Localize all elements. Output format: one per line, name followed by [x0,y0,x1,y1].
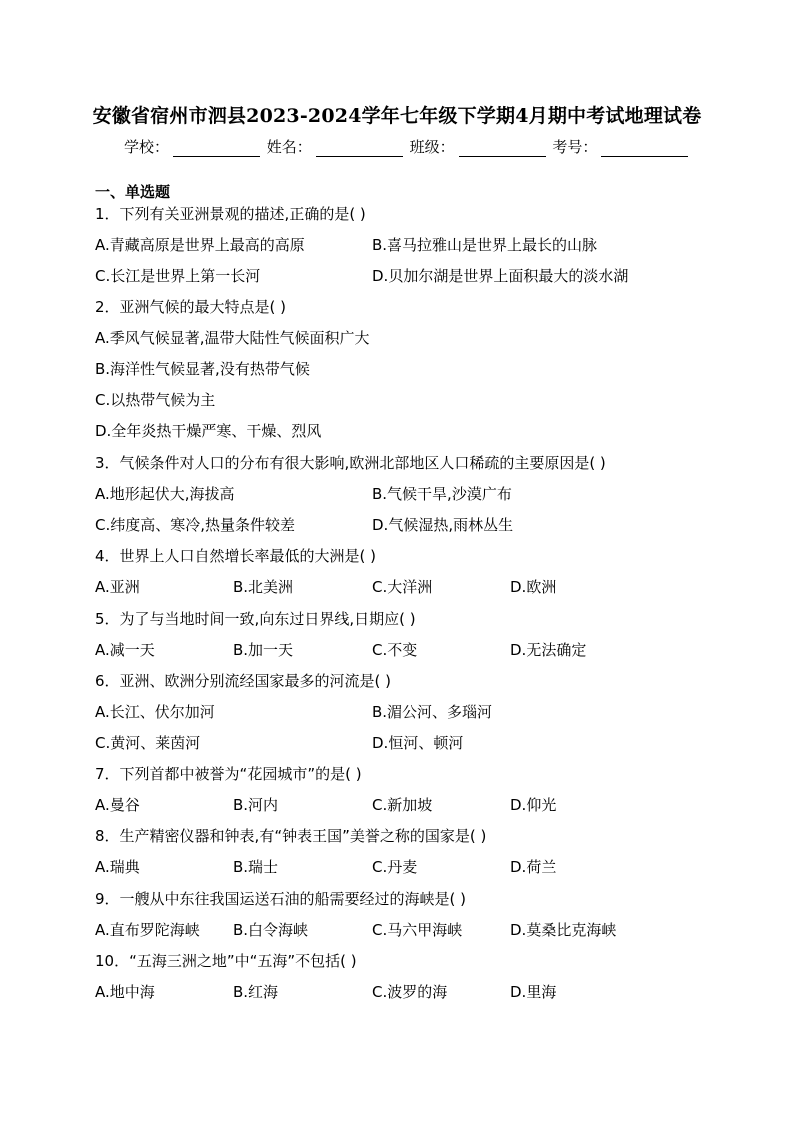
school-label: 学校： [124,138,170,156]
question-9-option-c: C.马六甲海峡 [372,921,463,939]
question-4-option-d: D.欧洲 [510,578,557,596]
question-4-option-a: A.亚洲 [95,578,140,596]
school-blank[interactable] [173,139,260,157]
question-10-option-d: D.里海 [510,983,557,1001]
question-8-option-b: B.瑞士 [233,858,279,876]
question-1-stem: 1．下列有关亚洲景观的描述,正确的是( ) [95,205,366,223]
exam-number-blank[interactable] [601,139,688,157]
question-7-option-c: C.新加坡 [372,796,433,814]
question-5-option-b: B.加一天 [233,641,294,659]
question-10-stem: 10．“五海三洲之地”中“五海”不包括( ) [95,952,357,970]
exam-number-label: 考号： [552,138,598,156]
question-1-option-c: C.长江是世界上第一长河 [95,267,261,285]
question-10-option-c: C.波罗的海 [372,983,448,1001]
question-1-option-d: D.贝加尔湖是世界上面积最大的淡水湖 [372,267,629,285]
question-2-option-d: D.全年炎热干燥严寒、干燥、烈风 [95,422,322,440]
exam-title: 安徽省宿州市泗县2023-2024学年七年级下学期4月期中考试地理试卷 [92,105,702,127]
question-10-option-b: B.红海 [233,983,279,1001]
question-6-option-b: B.湄公河、多瑙河 [372,703,493,721]
question-8-option-c: C.丹麦 [372,858,418,876]
question-3-option-b: B.气候干旱,沙漠广布 [372,485,512,503]
name-blank[interactable] [316,139,403,157]
question-9-stem: 9．一艘从中东往我国运送石油的船需要经过的海峡是( ) [95,890,467,908]
question-7-option-a: A.曼谷 [95,796,140,814]
question-6-stem: 6．亚洲、欧洲分别流经国家最多的河流是( ) [95,672,392,690]
question-8-stem: 8．生产精密仪器和钟表,有“钟表王国”美誉之称的国家是( ) [95,827,487,845]
question-9-option-b: B.白令海峡 [233,921,309,939]
question-5-option-c: C.不变 [372,641,418,659]
question-6-option-d: D.恒河、顿河 [372,734,464,752]
question-4-stem: 4．世界上人口自然增长率最低的大洲是( ) [95,547,377,565]
question-9-option-d: D.莫桑比克海峡 [510,921,617,939]
question-3-option-a: A.地形起伏大,海拔高 [95,485,235,503]
question-7-option-d: D.仰光 [510,796,557,814]
question-8-option-d: D.荷兰 [510,858,557,876]
student-info-row [124,136,688,157]
question-3-stem: 3．气候条件对人口的分布有很大影响,欧洲北部地区人口稀疏的主要原因是( ) [95,454,606,472]
class-blank[interactable] [459,139,546,157]
question-2-stem: 2．亚洲气候的最大特点是( ) [95,298,287,316]
question-4-option-b: B.北美洲 [233,578,294,596]
question-7-stem: 7．下列首都中被誉为“花园城市”的是( ) [95,765,362,783]
question-6-option-a: A.长江、伏尔加河 [95,703,215,721]
question-2-option-a: A.季风气候显著,温带大陆性气候面积广大 [95,329,370,347]
section-heading: 一、单选题 [95,183,171,201]
question-4-option-c: C.大洋洲 [372,578,433,596]
question-10-option-a: A.地中海 [95,983,155,1001]
question-8-option-a: A.瑞典 [95,858,140,876]
question-1-option-a: A.青藏高原是世界上最高的高原 [95,236,305,254]
question-5-option-d: D.无法确定 [510,641,587,659]
question-5-stem: 5．为了与当地时间一致,向东过日界线,日期应( ) [95,610,416,628]
question-1-option-b: B.喜马拉雅山是世界上最长的山脉 [372,236,598,254]
question-7-option-b: B.河内 [233,796,279,814]
question-3-option-c: C.纬度高、寒冷,热量条件较差 [95,516,296,534]
question-2-option-b: B.海洋性气候显著,没有热带气候 [95,360,310,378]
question-6-option-c: C.黄河、莱茵河 [95,734,201,752]
question-5-option-a: A.减一天 [95,641,155,659]
question-2-option-c: C.以热带气候为主 [95,391,216,409]
name-label: 姓名： [266,138,312,156]
question-3-option-d: D.气候湿热,雨林丛生 [372,516,514,534]
class-label: 班级： [409,138,455,156]
question-9-option-a: A.直布罗陀海峡 [95,921,200,939]
